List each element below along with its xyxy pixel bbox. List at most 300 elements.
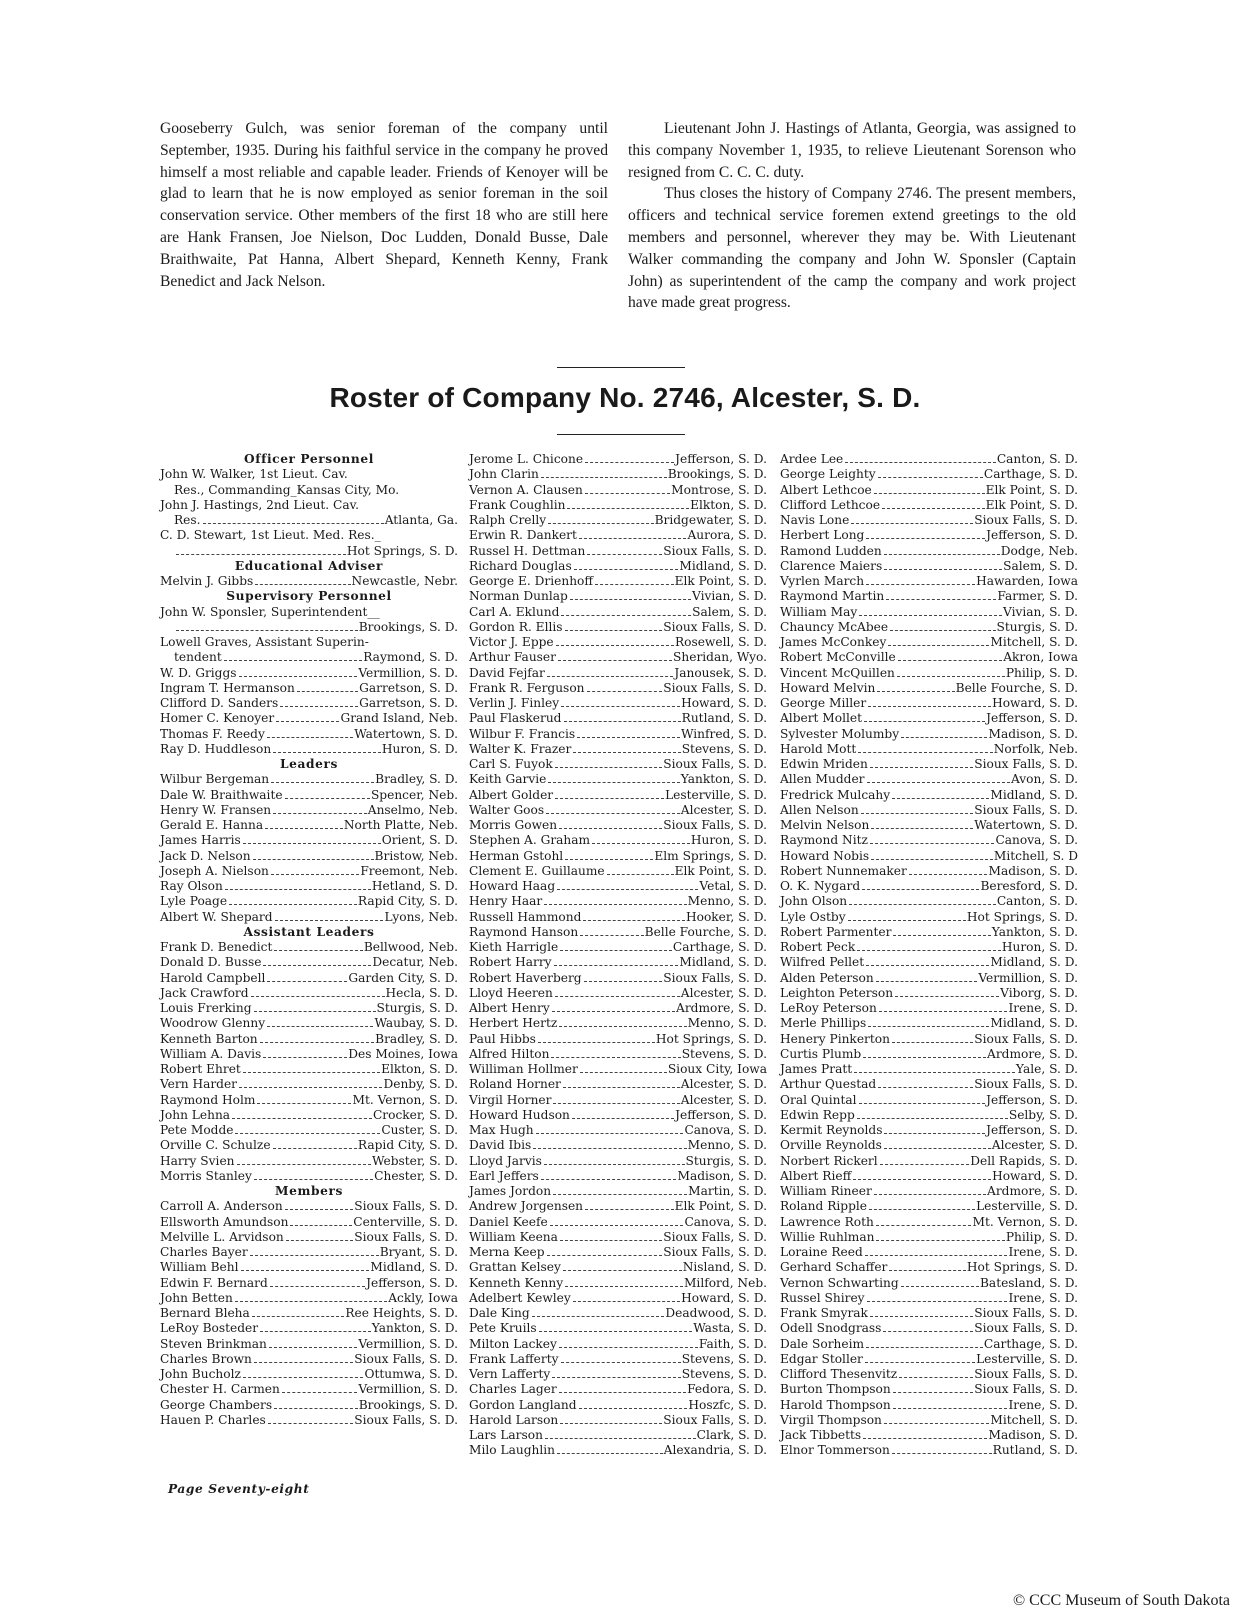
member-name: Andrew Jorgensen xyxy=(469,1199,584,1214)
member-hometown: Rutland, S. D. xyxy=(681,711,767,726)
dotted-leader xyxy=(265,828,343,829)
roster-entry xyxy=(780,1306,1078,1321)
roster-entry xyxy=(780,1199,1078,1214)
member-hometown: Sioux Falls, S. D. xyxy=(974,1382,1078,1397)
roster-entry xyxy=(780,559,1078,574)
roster-entry xyxy=(160,1230,458,1245)
roster-entry xyxy=(780,1245,1078,1260)
member-hometown: Janousek, S. D. xyxy=(674,665,767,680)
dotted-leader xyxy=(271,782,374,783)
member-hometown: Bradley, S. D. xyxy=(375,1031,458,1046)
roster-entry xyxy=(469,818,767,833)
roster-entry xyxy=(469,1260,767,1275)
member-hometown: Canova, S. D. xyxy=(684,1214,767,1229)
roster-entry xyxy=(780,696,1078,711)
member-hometown: Sturgis, S. D. xyxy=(996,619,1078,634)
dotted-leader xyxy=(250,1255,379,1256)
member-hometown: Madison, S. D. xyxy=(677,1168,767,1183)
member-name: Albert W. Shepard xyxy=(160,909,273,924)
roster-entry xyxy=(780,757,1078,772)
roster-entry xyxy=(160,955,458,970)
dotted-leader xyxy=(536,1133,684,1134)
dotted-leader xyxy=(557,889,698,890)
member-name: Frank Lafferty xyxy=(469,1351,559,1366)
member-name: Clifford Lethcoe xyxy=(780,497,881,512)
member-hometown: Hot Springs, S. D. xyxy=(966,909,1078,924)
dotted-leader xyxy=(863,1438,987,1439)
member-name: Adelbert Kewley xyxy=(469,1290,571,1305)
member-name: Ramond Ludden xyxy=(780,543,882,558)
member-name: James Jordon xyxy=(469,1184,552,1198)
dotted-leader xyxy=(584,981,663,982)
roster-entry xyxy=(469,559,767,574)
dotted-leader xyxy=(869,1209,975,1210)
divider-top xyxy=(557,367,685,368)
member-name: Vyrlen March xyxy=(780,574,865,588)
roster-entry xyxy=(780,666,1078,681)
roster-entry xyxy=(469,910,767,925)
member-name: Richard Douglas xyxy=(469,558,572,573)
dotted-leader xyxy=(273,813,367,814)
dotted-leader xyxy=(564,721,681,722)
member-hometown: Sioux Falls, S. D. xyxy=(663,970,767,985)
dotted-leader xyxy=(573,752,680,753)
intro-left-column xyxy=(160,118,608,292)
roster-entry xyxy=(469,1443,767,1458)
dotted-leader xyxy=(241,1270,370,1271)
dotted-leader xyxy=(544,904,686,905)
member-hometown: Huron, S. D. xyxy=(381,741,458,756)
roster-entry xyxy=(160,1276,458,1291)
member-hometown: Yankton, S. D. xyxy=(680,772,767,787)
dotted-leader xyxy=(579,538,687,539)
dotted-leader xyxy=(538,1042,655,1043)
dotted-leader xyxy=(565,630,663,631)
member-name: William Rineer xyxy=(780,1184,872,1198)
roster-entry xyxy=(469,681,767,696)
member-hometown: Canova, S. D. xyxy=(684,1123,767,1137)
member-name: Hauen P. Charles xyxy=(160,1412,266,1427)
dotted-leader xyxy=(553,1194,687,1195)
roster-entry xyxy=(780,1443,1078,1458)
dotted-leader xyxy=(883,1331,973,1332)
member-hometown: Yankton, S. D. xyxy=(371,1321,458,1336)
dotted-leader xyxy=(876,1240,1004,1241)
member-name: Steven Brinkman xyxy=(160,1336,267,1351)
member-name: Res. xyxy=(174,513,201,527)
member-hometown: Montrose, S. D. xyxy=(671,482,767,497)
roster-entry xyxy=(780,1367,1078,1382)
member-name: Joseph A. Nielson xyxy=(160,863,269,878)
roster-title: Roster of Company No. 2746, Alcester, S. D. xyxy=(329,382,921,413)
member-hometown: Garretson, S. D. xyxy=(359,696,458,710)
member-name: Grattan Kelsey xyxy=(469,1260,561,1275)
member-name: George Leighty xyxy=(780,467,876,482)
roster-entry xyxy=(160,1215,458,1230)
dotted-leader xyxy=(579,1408,688,1409)
roster-entry xyxy=(780,620,1078,635)
member-hometown: Brookings, S. D. xyxy=(358,619,458,634)
roster-entry xyxy=(780,1230,1078,1245)
member-name: Chauncy McAbee xyxy=(780,619,889,634)
member-name: Bernard Bleha xyxy=(160,1306,250,1320)
member-name: Norman Dunlap xyxy=(469,589,568,604)
roster-entry xyxy=(160,1047,458,1062)
member-hometown: Midland, S. D. xyxy=(679,955,767,970)
member-name: Melvin Nelson xyxy=(780,818,870,832)
member-name: Lars Larson xyxy=(469,1428,543,1442)
member-hometown: Elk Point, S. D. xyxy=(674,574,767,588)
roster-entry xyxy=(160,620,458,635)
member-hometown: Philip, S. D. xyxy=(1005,1229,1078,1244)
dotted-leader xyxy=(886,599,996,600)
dotted-leader xyxy=(572,1118,674,1119)
dotted-leader xyxy=(884,1133,985,1134)
roster-entry xyxy=(780,1215,1078,1230)
roster-entry xyxy=(160,681,458,696)
member-hometown: Hecla, S. D. xyxy=(385,985,458,1000)
roster-entry xyxy=(160,1001,458,1016)
member-hometown: Nisland, S. D. xyxy=(682,1260,767,1275)
member-name: Paul Flaskerud xyxy=(469,711,562,726)
member-name: Willie Ruhlman xyxy=(780,1229,875,1244)
member-hometown: Custer, S. D. xyxy=(381,1123,458,1137)
member-name: Henry Haar xyxy=(469,894,543,909)
member-name: Frank Smyrak xyxy=(780,1306,868,1320)
roster-entry xyxy=(469,1123,767,1138)
dotted-leader xyxy=(559,1347,698,1348)
member-name: Arthur Fauser xyxy=(469,650,556,665)
member-name: Frank R. Ferguson xyxy=(469,680,585,695)
member-name: Albert Rieff xyxy=(780,1168,852,1183)
member-hometown: Lesterville, S. D. xyxy=(976,1351,1078,1366)
roster-entry xyxy=(160,1398,458,1413)
member-hometown: Spencer, Neb. xyxy=(370,787,458,802)
member-name: Merle Phillips xyxy=(780,1016,867,1031)
roster-entry xyxy=(160,574,458,589)
dotted-leader xyxy=(533,1148,686,1149)
member-hometown: Midland, S. D. xyxy=(370,1260,458,1275)
roster-entry xyxy=(160,818,458,833)
roster-entry-line: Res., Commanding_Kansas City, Mo. xyxy=(174,482,400,497)
dotted-leader xyxy=(895,996,999,997)
roster-entry xyxy=(780,1047,1078,1062)
member-name: Melvin J. Gibbs xyxy=(160,574,254,588)
member-name: Walter Goos xyxy=(469,802,545,817)
intro-right-paragraph-1: Lieutenant John J. Hastings of Atlanta, Georgia, was assigned to this company November 1, 1935, to relieve Lieutenant Sorenson who resigned from C. C. C. duty. xyxy=(628,120,1076,181)
member-name: Jack D. Nelson xyxy=(160,848,251,863)
dotted-leader xyxy=(858,752,992,753)
member-hometown: Sheridan, Wyo. xyxy=(673,650,767,665)
dotted-leader xyxy=(541,477,667,478)
member-name: William Keena xyxy=(469,1229,558,1244)
dotted-leader xyxy=(864,721,985,722)
roster-entry xyxy=(160,803,458,818)
dotted-leader xyxy=(859,615,1002,616)
member-hometown: Stevens, S. D. xyxy=(681,1351,767,1366)
section-heading: Officer Personnel xyxy=(244,452,374,466)
member-name: George E. Drienhoff xyxy=(469,574,594,588)
roster-entry xyxy=(469,864,767,879)
member-hometown: Des Moines, Iowa xyxy=(348,1046,458,1061)
member-hometown: Bradley, S. D. xyxy=(375,772,458,787)
roster-entry xyxy=(469,1093,767,1108)
dotted-leader xyxy=(560,950,672,951)
member-hometown: Sioux Falls, S. D. xyxy=(663,1412,767,1427)
member-hometown: Irene, S. D. xyxy=(1008,1001,1078,1015)
member-name: Howard Hudson xyxy=(469,1107,570,1122)
member-hometown: Rapid City, S. D. xyxy=(357,894,458,909)
roster-entry xyxy=(780,711,1078,726)
dotted-leader xyxy=(893,935,990,936)
roster-entry xyxy=(780,1428,1078,1443)
dotted-leader xyxy=(892,1042,973,1043)
member-hometown: Vermillion, S. D. xyxy=(358,1382,458,1397)
member-name: Ardee Lee xyxy=(780,452,844,466)
member-name: Keith Garvie xyxy=(469,772,547,787)
roster-entry xyxy=(780,1291,1078,1306)
dotted-leader xyxy=(560,1423,662,1424)
roster-entry xyxy=(160,879,458,894)
roster-entry xyxy=(469,498,767,513)
member-hometown: Alcester, S. D. xyxy=(680,1092,767,1107)
member-hometown: Norfolk, Neb. xyxy=(993,741,1078,756)
dotted-leader xyxy=(274,950,362,951)
member-name: Verlin J. Finley xyxy=(469,696,560,710)
member-hometown: Midland, S. D. xyxy=(679,558,767,573)
member-name: Allen Mudder xyxy=(780,772,865,787)
member-name: Wilfred Pellet xyxy=(780,955,865,970)
member-name: Burton Thompson xyxy=(780,1382,891,1397)
member-hometown: Watertown, S. D. xyxy=(974,818,1078,832)
dotted-leader xyxy=(585,493,670,494)
dotted-leader xyxy=(557,1453,663,1454)
dotted-leader xyxy=(567,508,689,509)
roster-entry-line: John W. Sponsler, Superintendent__ xyxy=(160,604,380,619)
member-hometown: Atlanta, Ga. xyxy=(384,513,458,527)
member-name: Raymond Nitz xyxy=(780,833,868,848)
roster-column-1 xyxy=(160,452,458,1428)
member-hometown: Jefferson, S. D. xyxy=(986,1092,1078,1107)
member-hometown: Belle Fourche, S. D. xyxy=(955,680,1078,695)
member-name: Roland Horner xyxy=(469,1077,561,1092)
member-name: Jerome L. Chicone xyxy=(469,452,584,466)
member-hometown: Lesterville, S. D. xyxy=(976,1199,1078,1214)
dotted-leader xyxy=(555,996,680,997)
dotted-leader xyxy=(580,935,643,936)
roster-entry xyxy=(469,1001,767,1016)
member-name: Wilbur Bergeman xyxy=(160,772,270,787)
roster-entry xyxy=(780,894,1078,909)
member-name: Clement E. Guillaume xyxy=(469,863,605,878)
roster-entry xyxy=(160,1337,458,1352)
member-name: Morris Gowen xyxy=(469,818,558,832)
member-name: Navis Lone xyxy=(780,513,850,527)
roster-entry xyxy=(469,1321,767,1336)
member-name: Robert Haverberg xyxy=(469,970,582,985)
roster-entry xyxy=(780,940,1078,955)
dotted-leader xyxy=(269,1347,357,1348)
dotted-leader xyxy=(544,1164,685,1165)
member-name: Frank D. Benedict xyxy=(160,940,273,954)
member-hometown: Avon, S. D. xyxy=(1010,772,1078,787)
member-hometown: Midland, S. D. xyxy=(990,1016,1078,1031)
member-hometown: Irene, S. D. xyxy=(1008,1397,1078,1412)
dotted-leader xyxy=(267,737,353,738)
roster-entry xyxy=(160,788,458,803)
member-hometown: Jefferson, S. D. xyxy=(675,452,767,466)
dotted-leader xyxy=(561,1362,681,1363)
roster-entry xyxy=(469,925,767,940)
member-hometown: Bristow, Neb. xyxy=(374,848,458,863)
member-name: Oral Quintal xyxy=(780,1092,857,1107)
member-hometown: Sioux Falls, S. D. xyxy=(663,680,767,695)
roster-entry-line: John J. Hastings, 2nd Lieut. Cav. xyxy=(160,497,359,512)
member-hometown: Martin, S. D. xyxy=(688,1184,767,1198)
dotted-leader xyxy=(574,569,679,570)
dotted-leader xyxy=(595,584,674,585)
roster-entry xyxy=(160,1016,458,1031)
dotted-leader xyxy=(880,1164,970,1165)
member-name: Kenneth Kenny xyxy=(469,1275,564,1290)
page-number: Page Seventy-eight xyxy=(168,1482,310,1496)
member-name: Vincent McQuillen xyxy=(780,665,895,680)
dotted-leader xyxy=(853,1179,991,1180)
dotted-leader xyxy=(849,904,996,905)
member-name: tendent xyxy=(174,650,222,665)
member-name: W. D. Griggs xyxy=(160,665,237,680)
dotted-leader xyxy=(583,920,685,921)
member-hometown: Newcastle, Nebr. xyxy=(351,574,458,588)
dotted-leader xyxy=(267,1026,373,1027)
roster-entry xyxy=(160,544,458,559)
member-name: Milo Laughlin xyxy=(469,1443,555,1458)
dotted-leader xyxy=(552,1377,680,1378)
roster-entry xyxy=(469,1215,767,1230)
member-name: Max Hugh xyxy=(469,1123,534,1137)
dotted-leader xyxy=(882,508,985,509)
member-hometown: Ottumwa, S. D. xyxy=(364,1367,458,1381)
member-hometown: Mt. Vernon, S. D. xyxy=(972,1214,1078,1229)
roster-entry xyxy=(469,1062,767,1077)
roster-column-3 xyxy=(780,452,1078,1459)
roster-entry xyxy=(469,1413,767,1428)
roster-entry xyxy=(780,833,1078,848)
member-name: LeRoy Bosteder xyxy=(160,1321,259,1336)
roster-entry xyxy=(780,1184,1078,1199)
dotted-leader xyxy=(555,798,664,799)
member-name: Kermit Reynolds xyxy=(780,1123,883,1137)
roster-entry xyxy=(160,1367,458,1382)
member-name: Daniel Keefe xyxy=(469,1214,548,1229)
member-hometown: Aurora, S. D. xyxy=(687,528,767,543)
member-name: Paul Hibbs xyxy=(469,1031,536,1046)
roster-entry xyxy=(160,1123,458,1138)
member-name: Vernon A. Clausen xyxy=(469,482,583,497)
dotted-leader xyxy=(275,920,384,921)
member-hometown: Dodge, Neb. xyxy=(1000,543,1078,558)
member-name: Erwin R. Dankert xyxy=(469,528,577,543)
member-name: Edwin F. Bernard xyxy=(160,1275,268,1290)
member-hometown: Centerville, S. D. xyxy=(353,1214,458,1229)
roster-entry xyxy=(160,940,458,955)
member-name: Vern Harder xyxy=(160,1077,238,1092)
member-name: Harold Campbell xyxy=(160,970,266,985)
member-name: Ralph Crelly xyxy=(469,513,547,527)
dotted-leader xyxy=(871,828,973,829)
member-hometown: Elkton, S. D. xyxy=(690,497,767,512)
dotted-leader xyxy=(876,1225,972,1226)
dotted-leader xyxy=(893,1408,1008,1409)
dotted-leader xyxy=(561,706,680,707)
roster-entry xyxy=(469,513,767,528)
member-name: Virgil Thompson xyxy=(780,1412,882,1427)
dotted-leader xyxy=(260,1042,374,1043)
dotted-leader xyxy=(276,721,339,722)
roster-entry xyxy=(780,1093,1078,1108)
member-hometown: Sioux Falls, S. D. xyxy=(663,1229,767,1244)
member-name: John Olson xyxy=(780,894,848,909)
member-name: Harold Larson xyxy=(469,1412,559,1427)
dotted-leader xyxy=(539,1331,693,1332)
roster-column-2 xyxy=(469,452,767,1459)
roster-entry xyxy=(160,1199,458,1214)
roster-entry xyxy=(160,1154,458,1169)
member-name: Williman Hollmer xyxy=(469,1062,578,1076)
dotted-leader xyxy=(585,1209,674,1210)
member-hometown: Grand Island, Neb. xyxy=(340,711,458,726)
member-hometown: Elk Point, S. D. xyxy=(674,1199,767,1214)
dotted-leader xyxy=(865,1255,1008,1256)
member-hometown: Faith, S. D. xyxy=(698,1336,767,1351)
member-name: Allen Nelson xyxy=(780,802,859,817)
member-hometown: Farmer, S. D. xyxy=(997,589,1078,604)
roster-entry xyxy=(160,986,458,1001)
member-hometown: Rapid City, S. D. xyxy=(357,1138,458,1153)
dotted-leader xyxy=(254,1011,376,1012)
member-name: Ellsworth Amundson xyxy=(160,1214,289,1229)
roster-entry xyxy=(469,1398,767,1413)
section-heading: Leaders xyxy=(280,757,338,771)
member-name: Fredrick Mulcahy xyxy=(780,787,891,802)
member-hometown: Akron, Iowa xyxy=(1003,650,1078,665)
member-name: Vern Lafferty xyxy=(469,1367,551,1381)
member-name: Robert McConville xyxy=(780,650,896,665)
roster-entry xyxy=(469,605,767,620)
member-hometown: Sioux Falls, S. D. xyxy=(974,1077,1078,1092)
roster-entry xyxy=(780,1276,1078,1291)
dotted-leader xyxy=(257,1103,351,1104)
roster-entry xyxy=(469,1352,767,1367)
dotted-leader xyxy=(560,1240,662,1241)
member-name: Lloyd Jarvis xyxy=(469,1153,542,1168)
roster-entry xyxy=(469,1108,767,1123)
member-name: Albert Golder xyxy=(469,787,554,802)
roster-entry xyxy=(469,544,767,559)
member-hometown: Orient, S. D. xyxy=(381,833,458,848)
roster-entry xyxy=(160,1077,458,1092)
section-heading: Assistant Leaders xyxy=(243,924,375,939)
dotted-leader xyxy=(857,950,1001,951)
member-name: Merna Keep xyxy=(469,1245,545,1259)
dotted-leader xyxy=(251,996,385,997)
roster-entry xyxy=(469,666,767,681)
roster-entry xyxy=(469,1306,767,1321)
roster-entry xyxy=(780,986,1078,1001)
member-hometown: Denby, S. D. xyxy=(383,1077,458,1092)
dotted-leader xyxy=(587,691,663,692)
roster-entry xyxy=(160,1306,458,1321)
